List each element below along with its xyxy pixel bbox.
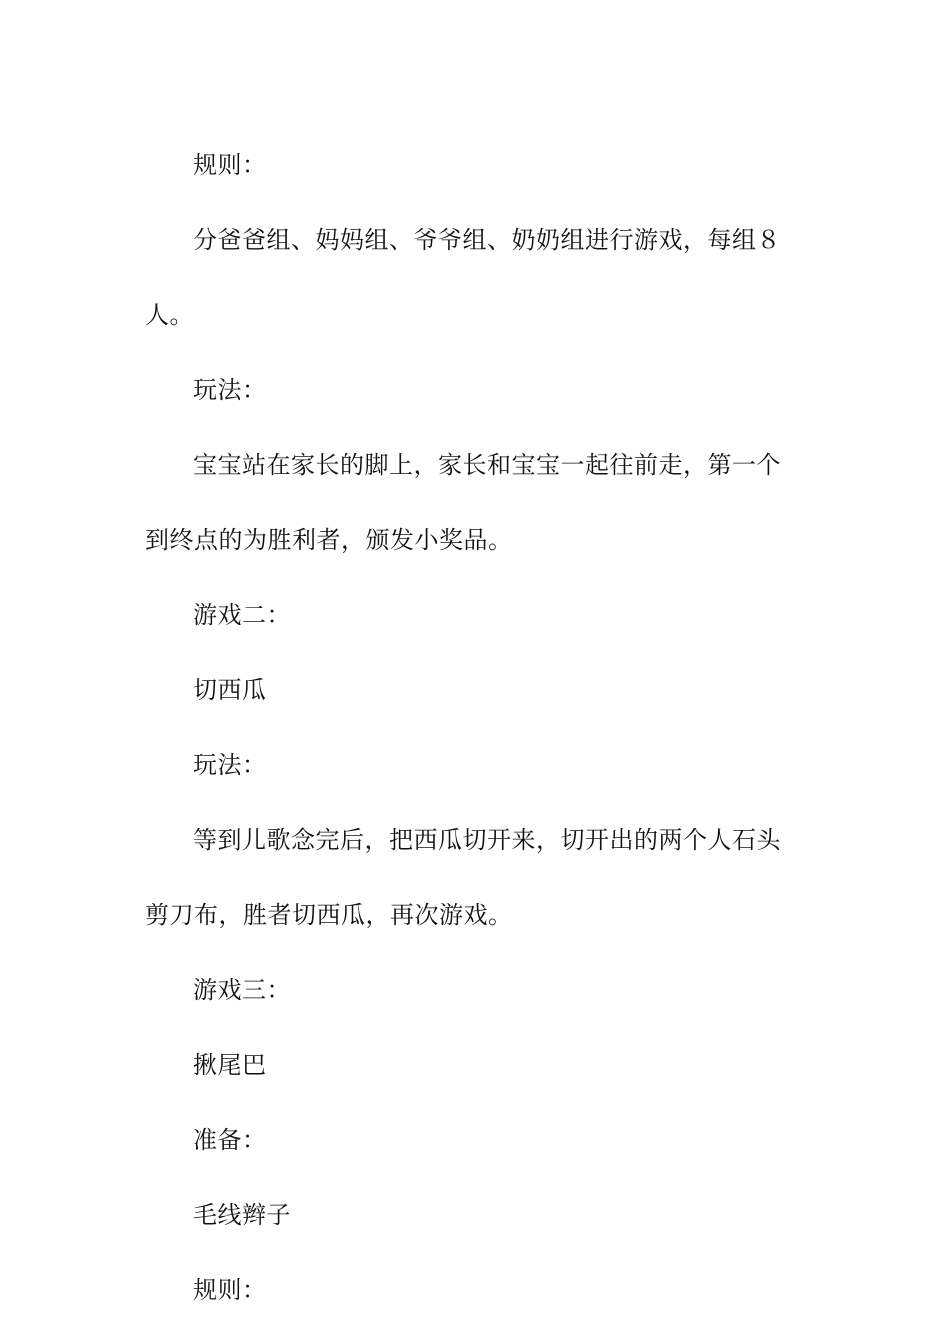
paragraph-play-heading: 玩法：	[193, 376, 267, 404]
paragraph-prepare-items: 毛线辫子	[193, 1201, 291, 1229]
document-body	[145, 128, 805, 1328]
paragraph-groups: 分爸爸组、妈妈组、爷爷组、奶奶组进行游戏，每组８人。	[145, 226, 781, 329]
paragraph-game-two-description: 等到儿歌念完后，把西瓜切开来，切开出的两个人石头剪刀布，胜者切西瓜，再次游戏。	[145, 826, 781, 929]
paragraph-rules-heading-2: 规则：	[193, 1276, 267, 1304]
paragraph-play-heading-2: 玩法：	[193, 751, 267, 779]
paragraph-game-three-title: 揪尾巴	[193, 1051, 267, 1079]
paragraph-play-description: 宝宝站在家长的脚上，家长和宝宝一起往前走，第一个到终点的为胜利者，颁发小奖品。	[145, 451, 781, 554]
paragraph-game-three-heading: 游戏三：	[193, 976, 291, 1004]
paragraph-rules-heading: 规则：	[193, 151, 267, 179]
paragraph-game-two-title: 切西瓜	[193, 676, 267, 704]
paragraph-game-two-heading: 游戏二：	[193, 601, 291, 629]
paragraph-prepare-heading: 准备：	[193, 1126, 267, 1154]
